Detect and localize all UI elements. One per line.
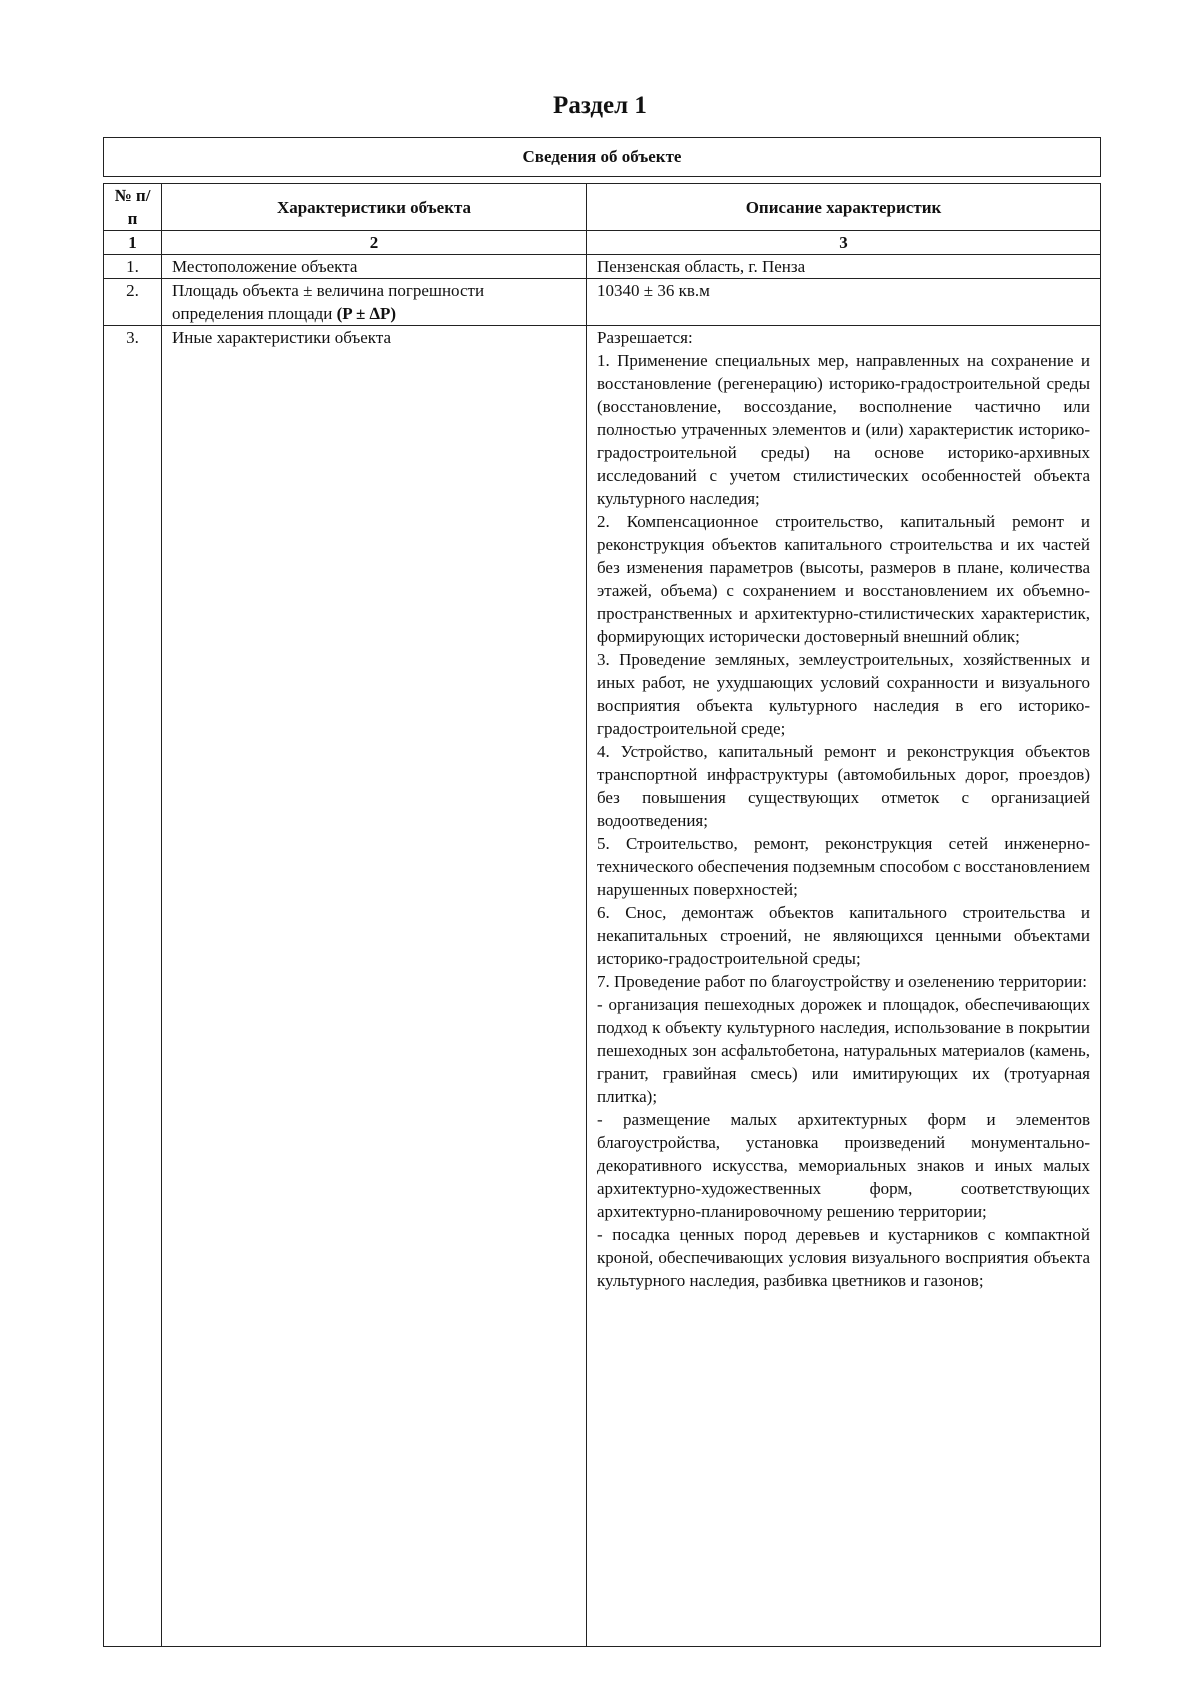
description-paragraph: - посадка ценных пород деревьев и кустарников с компактной кроной, обеспечивающих условия визуального восприятия объекта культурного наследия, разбивка цветников и газонов; — [597, 1225, 1090, 1290]
table-header-row — [104, 184, 1101, 231]
row-num: 1. — [104, 255, 162, 279]
description-paragraph: Разрешается: — [597, 328, 693, 347]
section-title: Раздел 1 — [553, 92, 647, 119]
characteristic-text: Площадь объекта ± величина погрешности определения площади — [172, 281, 485, 323]
row-description — [587, 326, 1101, 1647]
table-row — [104, 255, 1101, 279]
table-row — [104, 326, 1101, 1647]
table-row — [104, 279, 1101, 326]
description-paragraph: 7. Проведение работ по благоустройству и озеленению территории: — [597, 972, 1087, 991]
table-title: Сведения об объекте — [103, 137, 1101, 177]
object-info-table — [103, 183, 1101, 1647]
description-paragraph: - размещение малых архитектурных форм и элементов благоустройства, установка произведений монументально-декоративного искусства, мемориальных знаков и иных малых архитектурно-художественных форм, соответствующих архитектурно-планировочному решению территории; — [597, 1110, 1090, 1221]
row-characteristic: Местоположение объекта — [162, 255, 587, 279]
row-characteristic: Иные характеристики объекта — [162, 326, 587, 1647]
description-paragraph: 6. Снос, демонтаж объектов капитального строительства и некапитальных строений, не являющихся ценными объектами историко-градостроительной среды; — [597, 903, 1090, 968]
column-number: 3 — [587, 231, 1101, 255]
column-number: 1 — [104, 231, 162, 255]
header-characteristic: Характеристики объекта — [162, 184, 587, 231]
header-num: № п/п — [104, 184, 162, 231]
row-description: 10340 ± 36 кв.м — [587, 279, 1101, 326]
description-paragraph: 4. Устройство, капитальный ремонт и реконструкция объектов транспортной инфраструктуры (автомобильных дорог, проездов) без повышения существующих отметок с организацией водоотведения; — [597, 742, 1090, 830]
header-description: Описание характеристик — [587, 184, 1101, 231]
description-paragraph: - организация пешеходных дорожек и площадок, обеспечивающих подход к объекту культурного наследия, использование в покрытии пешеходных зон асфальтобетона, натуральных материалов (камень, гранит, гравийная смесь) или имитирующих их (тротуарная плитка); — [597, 995, 1090, 1106]
row-num: 2. — [104, 279, 162, 326]
row-characteristic — [162, 279, 587, 326]
description-paragraph: 2. Компенсационное строительство, капитальный ремонт и реконструкция объектов капитального строительства и их частей без изменения параметров (высоты, размеров в плане, количества этажей, объема) с сохранением и восстановлением их объемно-пространственных и архитектурно-стилистических характеристик, формирующих исторически достоверный внешний облик; — [597, 512, 1090, 646]
description-paragraph: 5. Строительство, ремонт, реконструкция сетей инженерно-технического обеспечения подземным способом с восстановлением нарушенных поверхностей; — [597, 834, 1090, 899]
description-paragraph: 1. Применение специальных мер, направленных на сохранение и восстановление (регенерацию) историко-градостроительной среды (восстановление, воссоздание, восполнение частично или полностью утраченных элементов и (или) характеристик историко-градостроительной среды) на основе историко-архивных исследований с учетом стилистических особенностей объекта культурного наследия; — [597, 351, 1090, 508]
characteristic-formula: (P ± ∆P) — [336, 304, 397, 323]
description-paragraph: 3. Проведение земляных, землеустроительных, хозяйственных и иных работ, не ухудшающих условий сохранности и визуального восприятия объекта культурного наследия в его историко-градостроительной среде; — [597, 650, 1090, 738]
row-num: 3. — [104, 326, 162, 1647]
column-number: 2 — [162, 231, 587, 255]
column-number-row — [104, 231, 1101, 255]
row-description: Пензенская область, г. Пенза — [587, 255, 1101, 279]
